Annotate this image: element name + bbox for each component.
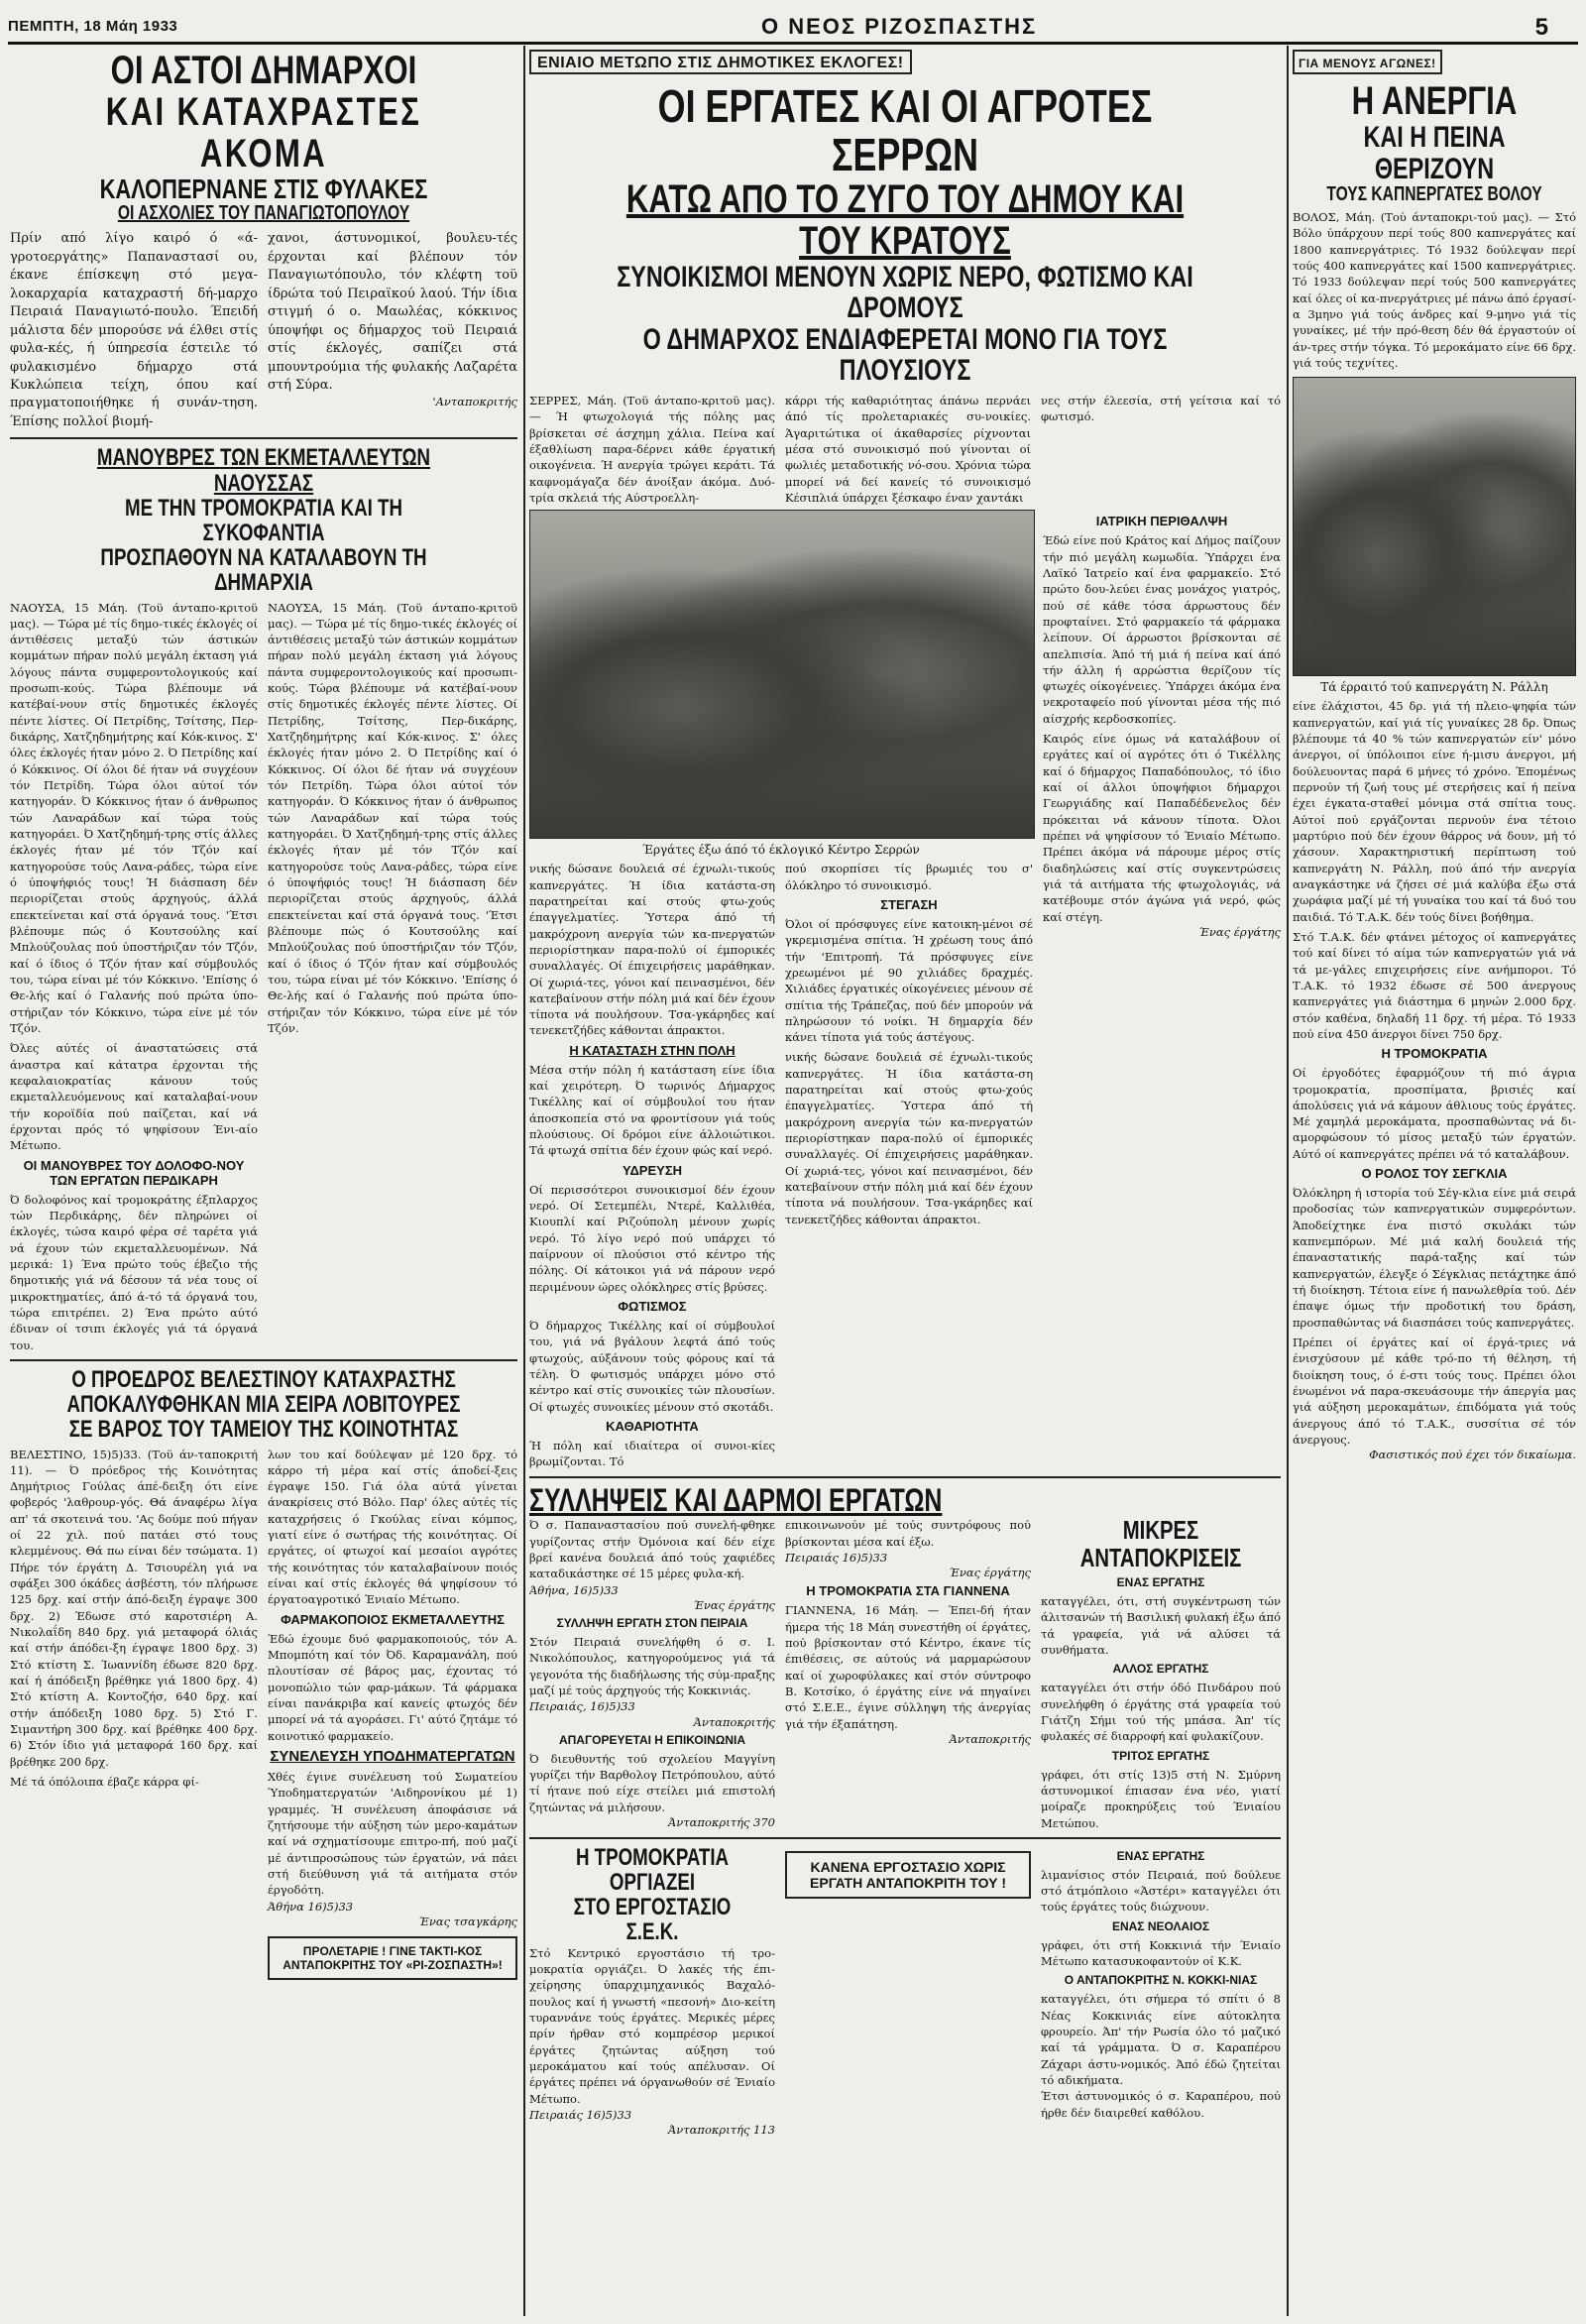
article-text: Έδώ έχουμε δυό φαρμακοποιούς, τόν Α. Μπομπότη καί τόν Όδ. Καραμανάλη, πού πλουτίσαν σέ βάρος μας, έχοντας τό μονοπώλιο τών φαρ-μάκων. Τά φάρμακα είναι πανάκριβα καί κανείς φτωχός δέν μπορεί νά τά αγοράσει. Γι' αύτό ζητάμε τό κοινοτικό φαρμακείο. — [268, 1631, 517, 1743]
article-text: Όλες αύτές οί άναστατώσεις στά άναστρα καί κάτατρα έρχονται τής κεφαλαιοκρατίας κάνουν τούς εκμεταλλευόμενους καί καταλαβαί-νουν τήν κοροϊδία πού παίζεται, καί νά έρχονται πρός τό ψηφίσουν Ένι-αίο Μέτωπο. — [10, 1041, 258, 1153]
article-text: Ή πόλη καί ιδιαίτερα οί συνοι-κίες βρωμίζονται. Τό — [529, 1439, 775, 1469]
right-column — [1293, 50, 1576, 2316]
dateline: Πειραιάς 16)5)33 — [529, 2107, 632, 2122]
subhead-shoemakers: ΣΥΝΕΛΕΥΣΗ ΥΠΟΔΗΜΑΤΕΡΓΑΤΩΝ — [270, 1748, 515, 1766]
article-text: ΓΙΑΝΝΕΝΑ, 16 Μάη. — Έπει-δή ήταν ήμερα τής 18 Μάη συνεστήθη οί έργάτες, πού βρίσκονταν στό Κέντρο, έκανε τίς έπιθέσεις, σε αύτούς νά μαρμαρώσουν καί οί χωροφύλακες καί στόν σύντροφο Β. Κοτσίκο, ό έργάτης είνε νά πηγαίνει στό Σ.Ε.Ε., έγινε σύλληψη τής άνεργίας γιά τήν έξαπάτηση. — [785, 1603, 1031, 1731]
subhead-panagiotopoulos: ΟΙ ΑΣΧΟΛΙΕΣ ΤΟΥ ΠΑΝΑΓΙΩΤΟΠΟΥΛΟΥ — [117, 202, 410, 225]
article-text: Πρίν από λίγο καιρό ό «ά-γροτοεργάτης» Παπαναστασί ου, έκανε έπίσκεψη στό μεγα-λοκαρχαρία καταχραστή δή-μαρχο Πειραιά Παναγιωτό-πουλο. Έπειδή μάλιστα δέν μπορούσε νά έλθει στίς φυλα-κές, ή ύπηρεσία έστειλε τό φυλακισμένο δήμαρχο στά Κυκλώπεια τείχη, όπου καί πραγματοποιήθηκε ή συνάν-τηση. Έπίσης πολλοί βιομή- — [10, 231, 258, 429]
photo-workers-serres — [529, 510, 1035, 839]
report-author: ΑΛΛΟΣ ΕΡΓΑΤΗΣ — [1112, 1662, 1209, 1677]
subhead-lighting: ΦΩΤΙΣΜΟΣ — [618, 1299, 687, 1315]
subhead-medical: ΙΑΤΡΙΚΗ ΠΕΡΙΘΑΛΨΗ — [1095, 514, 1228, 529]
appeal-text: ΠΡΟΛΕΤΑΡΙΕ ! ΓΙΝΕ ΤΑΚΤΙ-ΚΟΣ ΑΝΤΑΠΟΚΡΙΤΗΣ ΤΟΥ «ΡΙ-ΖΟΣΠΑΣΤΗ»! — [283, 1944, 503, 1973]
signature: Ένας τσαγκάρης — [418, 1915, 517, 1929]
tag-text: ΓΙΑ ΜΕΝΟΥΣ ΑΓΩΝΕΣ! — [1299, 57, 1436, 70]
article-text: Οί περισσότεροι συνοικισμοί δέν έχουν νερό. Οί Σετεμπέλι, Ντερέ, Καλλιθέα, Κιουπλί καί Ριζούπολη μένουν χωρίς νερό. Τό λίγο νερό πού υπάρχει τό παίρνουν οί πλούσιοι στό κέντρο τής πόλης. Οί κάτοικοι γιά νά πάρουν νερό περιμένουν ώρες ολόκληρες στίς βρύσες. — [529, 1182, 775, 1294]
article-text: Στό Τ.Α.Κ. δέν φτάνει μέτοχος οί καπνεργάτες τού καί δίνει τό αίμα τών καπνεργατών γιά νά τά με-γάλες επιχειρήσεις είνε ανήμποροι. Τό Τ.Α.Κ. τό 1932 έδωσε σέ 500 άνεργους καπνεργάτες γιά διάστημα 6 μηνών 2.000 δρχ. στόν καθένα, δηλαδή 11 δρχ. τή μέρα. Τό 1933 πού είνα 450 άνεργοι δίνει 750 δρχ. — [1293, 929, 1576, 1041]
article-text: καταγγέλει, ότι σήμερα τό σπίτι ό 8 Νέας Κοκκινιάς είνε αύτοκλητα φρουρείο. Άπ' τήν Ρωσία όλο τό μαζικό καί τά γράμματα. Ό σ. Καραπέρου Ζάχαρι άστυ-νομικός. Άπό έδώ ζητείται τό αδικήματα. — [1041, 1992, 1281, 2088]
subhead-cleaning: ΚΑΘΑΡΙΟΤΗΤΑ — [606, 1419, 699, 1435]
photo-ralli-children — [1293, 377, 1576, 676]
column-rule — [523, 46, 525, 2316]
headline-settlements: ΣΥΝΟΙΚΙΣΜΟΙ ΜΕΝΟΥΝ ΧΩΡΙΣ ΝΕΡΟ, ΦΩΤΙΣΜΟ ΚΑΙ ΔΡΟΜΟΥΣ — [617, 260, 1193, 325]
serres-main — [529, 510, 1281, 1470]
article-text: Ό διευθυντής τού σχολείου Μαγγίνη γυρίζει τήν Βαρθολογ Πετρόπουλου, αύτό τί ήτανε πού είχε στείλει μιά επιστολή ζητώντας νά μιλήσουν. — [529, 1751, 775, 1814]
report-author: Ο ΑΝΤΑΠΟΚΡΙΤΗΣ Ν. ΚΟΚΚΙ-ΝΙΑΣ — [1064, 1973, 1258, 1988]
appeal-box — [785, 1851, 1031, 1899]
signature: Ένας έργάτης — [949, 1566, 1031, 1580]
headline-yoke: ΚΑΤΩ ΑΠΟ ΤΟ ΖΥΓΟ ΤΟΥ ΔΗΜΟΥ ΚΑΙ ΤΟΥ ΚΡΑΤΟΥΣ — [625, 176, 1185, 263]
kicker-box — [529, 50, 912, 74]
dateline: Άθήνα 16)5)33 — [268, 1899, 354, 1914]
tag-box — [1293, 50, 1442, 74]
article-text: Έτσι άστυνομικός ό σ. Καραπέρου, πού ήρθε δέν διαιρεθεί καθόλου. — [1041, 2089, 1281, 2120]
article-text: Ό δήμαρχος Τικέλλης καί οί σύμβουλοί του, γιά νά βγάλουν λεφτά άπό τούς φτωχούς, αύξάνουν τούς φόρους καί τά τέλη. Ό φωτισμός υπάρχει μόνο στό κέντρο καί στίς συνοικίες τών πλουσίων. Οί φτωχές συνοικίες μένουν στό σκοτάδι. — [529, 1319, 775, 1414]
signature: Ένας έργάτης — [693, 1597, 775, 1612]
article-text: ΒΟΛΟΣ, Μάη. (Τού άνταποκρι-τού μας). — Στό Βόλο ύπάρχουν περί τούς 800 καπνεργάτες καί 1800 καπνεργάτριες. Τό 1932 δούλεψαν περί τούς 400 καπνεργάτες καί 1500 καπνεργάτριες. Τό 1933 δούλεψαν περί τούς 500 καπνεργάτες καί όλες οί κα-πνεργάτριες μέ πάνω άπό έργασί-α 3μηνο γιά τούς άνδρες καί 9-μηνο γιά τίς γυναίκες, μέ τήν πρό-θεση δέν θά έργαστούν οί άν-τρες στήν τόγκα. Τό μεροκάματο είνε 66 δρχ. γιά τούς τεχνίτες. — [1293, 210, 1576, 370]
appeal-text: ΚΑΝΕΝΑ ΕΡΓΟΣΤΑΣΙΟ ΧΩΡΙΣ ΕΡΓΑΤΗ ΑΝΤΑΠΟΚΡΙΤΗ ΤΟΥ ! — [810, 1858, 1006, 1891]
article-text: Στό Κεντρικό εργοστάσιο τή τρο-μοκρατία οργιάζει. Ό λακές τής έπι-χείρησης ύπαρχιμηχανικός Βαχαλό-πουλος καί ή γνωστή «πεσονή» Διο-κείτη τυραννάνε τούς έργάτες. Μερικές μέρες πρίν ήρθαν στό κομπρέσορ μερικοί έργάτες ζητώντας αύξηση τού μεροκάματου καί τούς απέλυσαν. Οί έργάτες πρέπει νά όργανωθούν σέ Ένιαίο Μέτωπο. — [529, 1945, 775, 2106]
article-text: νικής δώσανε δουλειά σέ έχνωλι-τικούς καπνεργάτες. Ή ίδια κατάστα-ση παρατηρείται καί στούς φτω-χούς έπαγγελματίες. Ύστερα άπό τή μακρόχρονη ανεργία τών κα-πνεργατών περιορίστηκαν παρα-πολύ οί έμπορικές συναλλαγές. Οί έπιχειρήσεις μαράθηκαν. Οί χωριά-τες, γόνοι καί πεινασμένοι, δέν κατεβαίνουν στήν πόλη μιά καί δέν έχουν τίποτα νά πουλήσουν. Τσα-γκάρηδες καί τενεκετζήδες κάθονται άπρακτοι. — [785, 1050, 1033, 1226]
article-text: Μέ τά όπόλοιπα έβαζε κάρρα φί- — [10, 1775, 199, 1790]
paper-name: Ο ΝΕΟΣ ΡΙΖΟΣΠΑΣΤΗΣ — [761, 14, 1038, 39]
column-rule — [1287, 46, 1289, 2316]
article-text: Όλοι οί πρόσφυγες είνε κατοικη-μένοι σέ γκρεμισμένα σπίτια. Ή χρέωση τους άπό τήν 'Επιτροπή. Τά πρόσφυγες είνε χρεωμένοι μέ 90 χιλιάδες δραχμές. Χιλιάδες έργατικές οίκογένειες μένουν σέ σπίτια τής Τράπεζας, πού δέν μπορούν νά πληρώσουν τό νοίκι. Ή δημαρχία δέν κάνει τίποτα γιά τούς άστέγους. — [785, 916, 1033, 1045]
headline-arrests: ΣΥΛΛΗΨΕΙΣ ΚΑΙ ΔΑΡΜΟΙ ΕΡΓΑΤΩΝ — [529, 1481, 943, 1518]
signature: Φασιστικός πού έχει τόν δικαίωμα. — [1369, 1448, 1576, 1462]
headline-velestino-3: ΣΕ ΒΑΡΟΣ ΤΟΥ ΤΑΜΕΙΟΥ ΤΗΣ ΚΟΙΝΟΤΗΤΑΣ — [68, 1416, 459, 1444]
article-text: Ό σ. Παπαναστασίου πού συνελή-φθηκε γυρίζοντας στήν Όμόνοια καί δέν είχε βρεί κανένα δουλειά άπό τούς χαφιέδες καταδικάστηκε σέ 15 μέρες φυλα-κή. — [529, 1518, 775, 1581]
signature: Άνταποκριτής — [693, 1714, 775, 1729]
dateline: Πειραιάς 16)5)33 — [785, 1550, 888, 1565]
photo-caption: Έργάτες έξω άπό τό έκλογικό Κέντρο Σερρών — [642, 843, 920, 858]
report-author: ΕΝΑΣ ΕΡΓΑΤΗΣ — [1116, 1848, 1205, 1863]
article-naoussa — [10, 600, 517, 1353]
headline-naoussa-2: ΜΕ ΤΗΝ ΤΡΟΜΟΚΡΑΤΙΑ ΚΑΙ ΤΗ ΣΥΚΟΦΑΝΤΙΑ — [125, 494, 402, 546]
subhead-city: Η ΚΑΤΑΣΤΑΣΗ ΣΤΗΝ ΠΟΛΗ — [569, 1042, 736, 1058]
headline-velestino-1: Ο ΠΡΟΕΔΡΟΣ ΒΕΛΕΣΤΙΝΟΥ ΚΑΤΑΧΡΑΣΤΗΣ — [71, 1365, 456, 1393]
kicker: ΕΝΙΑΙΟ ΜΕΤΩΠΟ ΣΤΙΣ ΔΗΜΟΤΙΚΕΣ ΕΚΛΟΓΕΣ! — [537, 55, 904, 71]
headline-velestino-2: ΑΠΟΚΑΛΥΦΘΗΚΑΝ ΜΙΑ ΣΕΙΡΑ ΛΟΒΙΤΟΥΡΕΣ — [66, 1391, 461, 1419]
article-text: ΒΕΛΕΣΤΙΝΟ, 15)5)33. (Τοϋ άν-ταποκριτή 11). — Ό πρόεδρος τής Κοινότητας Δημήτριος Γούλας άπέ-δειξη ότι είνε φοβερός 'λαθρουρ-γός. Θά άναφέρω λίγα απ' τά σκοτεινά του. 'Ας δούμε πού πήγαν οί 22 χιλ. πού πατάει στό τους κλεμμένους. Θά πω είναι δέν τσώματα. 1) Πήρε τόν έργάτη Δ. Τσιουρέλη γιά να σφάξει 300 όκάδες άσβέστη, τόν πλήρωσε 125 δρχ. καί στήν άπό-δειξη έγραψε 300 δρχ. 2) Έδωσε στό καροτσιέρη Α. Νικολαΐδη 840 δρχ. γιά μεταφορά όλιάς καί στήν άπόδει-ξη έγραψε 1800 δρχ. 3) Στό κτίστη Σ. Ίωαννίδη έδωσε 820 δρχ. καί ή άπόδειξη βρέθηκε γιά 1800 δρχ. 4) Στό κτίστη Α. Κοντοζήσ, 640 δρχ. καί στήν άπόδειξη 1080 δρχ. 5) Στό Γ. Σιμαντήρη 300 δρχ. καί βρέθηκε 400 δρχ. 6) Στόν ίδιο γιά μεταφορά 160 δρχ. καί βρέθηκε 200 δρχ. — [10, 1447, 258, 1769]
article-serres-top — [529, 393, 1281, 506]
headline-serres: ΟΙ ΕΡΓΑΤΕΣ ΚΑΙ ΟΙ ΑΓΡΟΤΕΣ ΣΕΡΡΩΝ — [657, 80, 1153, 180]
subhead-piraeus-arrest: ΣΥΛΛΗΨΗ ΕΡΓΑΤΗ ΣΤΟΝ ΠΕΙΡΑΙΑ — [556, 1615, 748, 1630]
dateline: Πειραιάς, 16)5)33 — [529, 1699, 635, 1714]
headline-small-reports: ΜΙΚΡΕΣ ΑΝΤΑΠΟΚΡΙΣΕΙΣ — [1079, 1515, 1242, 1572]
left-column — [10, 50, 517, 2316]
article-text: Όλόκληρη ή ιστορία τού Σέγ-κλια είνε μιά σειρά προδοσίας τών καπνεργατικών συμφερόντων. Άποδείχτηκε ένα πιστό σκυλάκι τών καπνεμπόρων. Μέ μιά καλή δουλειά τής έπαναστατικής παρά-ταξης καί τών καπνεργατών, έλεγξε ό Σέγκλιας πετάχτηκε άπό τή διοίκηση. Τέτοια είνε ή πανωλεθρία τού. Δέν έπαψε όμως τήν προδοτική του δράση, προσπαθώντας νά διασπάσει τούς καπνεργάτες. — [1293, 1186, 1576, 1330]
headline-sek-2: ΣΤΟ ΕΡΓΟΣΤΑΣΙΟ Σ.Ε.Κ. — [573, 1894, 732, 1946]
issue-date: ΠΕΜΠΤΗ, 18 Μάη 1933 — [8, 18, 178, 35]
article-text: κάρρι τής καθαριότητας άπάνω περνάει άπό τίς προλεταριακές συ-νοικίες. Άγαριτώτικα οί άκαθαρσίες ρίχνονται μέσα στό συνοικισμό πού γίνονται οί φωλιές μεταδοτικής νό-σου. Χρόνια τώρα μπορεί νά δεί κανείς τό συνοικισμό Κέσιπλιά ύπάρχει ξέσκαφο έναν χαντάκι — [785, 393, 1031, 505]
headline-naoussa-1: ΜΑΝΟΥΒΡΕΣ ΤΩΝ ΕΚΜΕΤΑΛΛΕΥΤΩΝ ΝΑΟΥΣΣΑΣ — [96, 444, 431, 497]
article-arrests — [529, 1517, 1281, 1831]
subhead-communication: ΑΠΑΓΟΡΕΥΕΤΑΙ Η ΕΠΙΚΟΙΝΩΝΙΑ — [558, 1732, 746, 1747]
report-author: ΕΝΑΣ ΕΡΓΑΤΗΣ — [1116, 1574, 1205, 1589]
subhead-ioannina: Η ΤΡΟΜΟΚΡΑΤΙΑ ΣΤΑ ΓΙΑΝΝΕΝΑ — [806, 1583, 1010, 1599]
article-text: χανοι, άστυνομικοί, βουλευ-τές έρχονται καί βλέπουν τόν Παναγιωτόπουλο, τόν κλέφτη τοϋ ίδρώτα τού Πειραϊκού λαού. Τήν ίδια στιγμή ό ο. Μαωλέας, κόκκινος ύποψήφι ος δήμαρχος τοϋ Πειραιά στίς έκλογές, σαπίζει στά μπουντρούμια τής φυλακής Λαζαρέτα στή Σύρα. — [268, 231, 517, 394]
article-text: ΝΑΟΥΣΑ, 15 Μάη. (Τοϋ άνταπο-κριτοϋ μας). — Τώρα μέ τίς δημο-τικές έκλογές οί άντιθέσεις μεταξύ τών άστικών κομμάτων πήραν πολύ μεγάλη έκταση γιά λόγους πάντα συμφεροντολογικούς καί προσωπι-κούς. Τώρα βλέπουμε νά κατέβαί-νουν στίς δημοτικές έκλογές πέντε λίστες. Οί Πετρίδης, Τσίτσης, Περ-δικάρης, Χατζηδημήτρης καί Κόκ-κινος. Σ' όλες έκλογές ήταν μόνο 2. Ό Πετρίδης καί ό Κόκκινος. Οί όλοι δέ ήταν νά συγχέουν τόν Πετρίδη. Τώρα όλοι αύτοί τόν κατηγοράν. Ό Κόκκινος ήταν ό άνθρωπος τών Λαναράδων καί τώρα τούς κατηγοράει. Ό Χατζηδημή-τρης στίς άλλες έκλογές ήταν μέ τόν Τζόν καί κατηγορούσε τούς Λανα-ράδες, τώρα είνε ό ύποψήφιός τους! Ή διάσπαση δέν περιορίζεται στούς άρχηγούς, άλλά επεκτείνεται καί στά όργανά τους. 'Έτσι βλέπουμε πώς ό Κουτσούλης καί Μπλούζουλας πού ύποστήριζαν τόν Τζόν, καί ό ίδιος ό Τζόν ήταν καί σύμβουλός του, τώρα είναι μέ τόν Κόκκινο. 'Επίσης ό Θε-λής καί ό Γαλανής πού πρώτα ύπο-στήριζαν τόν Κόκκινο, τώρα είνε μέ τόν Τζόν. — [268, 600, 517, 1036]
photo-caption: Τά έρραιτό τού καπνεργάτη Ν. Ράλλη — [1320, 680, 1548, 695]
headline-embezzlers: ΚΑΙ ΚΑΤΑΧΡΑΣΤΕΣ ΑΚΟΜΑ — [105, 90, 422, 175]
subhead-housing: ΣΤΕΓΑΣΗ — [880, 896, 938, 912]
article-text: Έδώ είνε πού Κράτος καί Δήμος παίζουν τήν πιό μεγάλη κωμωδία. Ύπάρχει ένα Λαϊκό Ίατρείο καί ένα φαρμακείο. Στό πρώτο δου-λεύει ένας μονάχος γιατρός, πού σέ κάθε τόσα άρρωστους δέν προφταίνει. Στό φαρμακείο τά φάρμακα λείπουν. Οί άρρωστοι βρίσκονται σέ απελπισία. Άπό τή μιά ή πείνα καί άπό τήν άλλη ή αρρώστια θερίζουν τίς φτωχές οίκογένειες. Ύπάρχει άκόμα ένα νεκροταφείο πού γίνονται μέσα τής πιό αίσχρής κερδοσκοπίες. — [1043, 533, 1281, 726]
article-text: Ό δολοφόνος καί τρομοκράτης έξπλαρχος τών Περδικάρης, δέν πληρώνει οί έκλογές, τώσα καιρό φέρα σέ ταρέτα γιά νά έχουν τών εκμεταλλευομένων. Νά μερικά: 1) Ένα πρώτο τούς έβεζιο τής δημοτικής γιά νά δέσουν τά νέα τους οί μικροκτηματίες, άπό ά-τό τά όργανά του, τώρα επιτρέπει. 2) Ένα πρώτο αύτό έδιναν οί τσιπι έκλογές γιά τά όργανά του. — [10, 1192, 258, 1352]
article-text: Στόν Πειραιά συνελήφθη ό σ. Ι. Νικολόπουλος, κατηγορούμενος γιά τά γεγονότα τής διαδήλωσης τής σύμ-πραξης μαζί μέ τούς άρχηγούς τής Κοκκινιάς. — [529, 1634, 775, 1697]
dateline: Άθήνα, 16)5)33 — [529, 1582, 619, 1597]
subhead-terror: Η ΤΡΟΜΟΚΡΑΤΙΑ — [1381, 1046, 1488, 1062]
article-text: νες στήν έλεεσία, στή γείτσια καί τό φωτισμό. — [1041, 393, 1281, 424]
article-text: λων του καί δούλεψαν μέ 120 δρχ. τό κάρρο τή μέρα καί στίς άποδεί-ξεις έγραψε 150. Γιά όλα αύτά γίνεται άνακρίσεις στό Βόλο. Παρ' όλες αύτές τίς καταχρήσεις ό Γκούλας είναι κόμπος, γιατί είνε ό σωτήρας τής κοινότητας. Οί εργάτες, οί φτωχοί καί μεσαίοι αγρότες τής κοινότητας τόν καταλαβαίνουν ποιός είναι καί στίς έκλογές θά ψηφίσουν τό έργατοαγροτικό Ένιαίο Μέτωπο. — [268, 1447, 517, 1607]
article-text: ΣΕΡΡΕΣ, Μάη. (Τοϋ άνταπο-κριτοϋ μας).— Ή φτωχολογιά τής πόλης μας βρίσκεται σέ άσχημη χάλια. Πείνα καί έξαθλίωση παρα-δέρνει κάθε έργατική οικογένεια. Ή ανεργία τρώγει κεράτι. Τά καφνομάγαζα δέν άνοίξαν άκόμα. Δυό-τρία σκλειά τής Αύστροελλη- — [529, 393, 775, 505]
subhead-segklias: Ο ΡΟΛΟΣ ΤΟΥ ΣΕΓΚΛΙΑ — [1361, 1166, 1508, 1182]
article-text: επικοινωνούν μέ τούς συντρόφους πού βρίσκονται μέσα καί έξω. — [785, 1518, 1031, 1549]
article-text: Οί έργοδότες έφαρμόζουν τή πιό άγρια τρομοκρατία, προσπίματα, βρισιές καί άπολύσεις γιά νά κάμουν άθλιους τούς έργάτες. Μέ χαμηλά μεροκάματα, προσπαθώντας νά δι-αμορφώσουν τό μίσος μεταξύ τών έργατών. Αύτό οί καπνεργάτες πρέπει νά τό καταλάβουν. — [1293, 1066, 1576, 1161]
headline-hunger: ΚΑΙ Η ΠΕΙΝΑ ΘΕΡΙΖΟΥΝ — [1363, 121, 1506, 185]
article-sek — [529, 1845, 1281, 2137]
signature: Άνταποκριτής 113 — [667, 2123, 775, 2138]
signature: Ένας έργάτης — [1198, 925, 1281, 940]
headline-unemployment: Η ΑΝΕΡΓΙΑ — [1351, 79, 1518, 123]
article-text: καταγγέλει ότι στήν όδό Πινδάρου πού συνελήφθη ό έργάτης στά γραφεία τού Γιάτζη Σήμι τού τής μπάσα. Άπ' τίς φυλακές σέ διαρροφή καί φυλακίζουν. — [1041, 1681, 1281, 1744]
subhead-water: ΥΔΡΕΥΣΗ — [622, 1162, 683, 1178]
page-number: 5 — [1534, 14, 1548, 41]
article-text: Μέσα στήν πόλη ή κατάσταση είνε ίδια καί χειρότερη. Ό τωρινός Δήμαρχος Τικέλλης καί οί σύμβουλοί του ήταν άποσκοπεία στό να φροντίσουν γιά τούς πλούσιους. Οί δρόμοι είνε άλλοιώτικοι. Τά φτωχά σπίτια δέν έχουν φώς καί νερό. — [529, 1062, 775, 1158]
signature: Άνταποκριτής 370 — [667, 1814, 775, 1829]
article-text: Χθές έγινε συνέλευση τού Σωματείου Ύποδηματεργατών 'Αιδηρονίκου μέ 1) γραμμές. Ή συνέλευση άποφάσισε νά ζητήσουμε τήν αύξηση τών μερο-καμάτων καί νά σχηματίσουμε επιτρο-πή, πού μαζί μέ άντιπροσώπους τών έργατών, νά πάει στή διεύθυνση γιά τά αιτήματα στόν έργοδότη. — [268, 1770, 517, 1898]
subhead-perdikaris: ΟΙ ΜΑΝΟΥΒΡΕΣ ΤΟΥ ΔΟΛΟΦΟ-ΝΟΥ ΤΩΝ ΕΡΓΑΤΩΝ ΠΕΡΔΙΚΑΡΗ — [23, 1157, 245, 1188]
headline-naoussa-3: ΠΡΟΣΠΑΘΟΥΝ ΝΑ ΚΑΤΑΛΑΒΟΥΝ ΤΗ ΔΗΜΑΡΧΙΑ — [100, 544, 427, 597]
headline-prisons: ΚΑΛΟΠΕΡΝΑΝΕ ΣΤΙΣ ΦΥΛΑΚΕΣ — [99, 174, 428, 204]
center-block — [529, 50, 1281, 2316]
article-text: ΝΑΟΥΣΑ, 15 Μάη. (Τοϋ άνταπο-κριτοϋ μας). — Τώρα μέ τίς δημο-τικές έκλογές οί άντιθέσεις μεταξύ τών άστικών κομμάτων πήραν πολύ μεγάλη έκταση γιά λόγους πάντα συμφεροντολογικούς καί προσωπι-κούς. Τώρα βλέπουμε νά κατέβαί-νουν στίς δημοτικές έκλογές πέντε λίστες. Οί Πετρίδης, Τσίτσης, Περ-δικάρης, Χατζηδημήτρης καί Κόκ-κινος. Σ' όλες έκλογές ήταν μόνο 2. Ό Πετρίδης καί ό Κόκκινος. Οί όλοι δέ ήταν νά συγχέουν τόν Πετρίδη. Τώρα όλοι αύτοί τόν κατηγοράν. Ό Κόκκινος ήταν ό άνθρωπος τών Λαναράδων καί τώρα τούς κατηγοράει. Ό Χατζηδημή-τρης στίς άλλες έκλογές ήταν μέ τόν Τζόν καί κατηγορούσε τούς Λανα-ράδες, τώρα είνε ό ύποψήφιός τους! Ή διάσπαση δέν περιορίζεται στούς άρχηγούς, άλλά επεκτείνεται καί στά όργανά τους. 'Έτσι βλέπουμε πώς ό Κουτσούλης καί Μπλούζουλας πού ύποστήριζαν τόν Τζόν, καί ό ίδιος ό Τζόν ήταν καί σύμβουλός του, τώρα είναι μέ τόν Κόκκινο. 'Επίσης ό Θε-λής καί ό Γαλανής πού πρώτα ύπο-στήριζαν τόν Κόκκινο, τώρα είνε μέ τόν Τζόν. — [10, 600, 258, 1036]
article-text: νικής δώσανε δουλειά σέ έχνωλι-τικούς καπνεργάτες. Ή ίδια κατάστα-ση παρατηρείται καί στούς φτω-χούς έπαγγελματίες. Ύστερα άπό τή μακρόχρονη ανεργία τών κα-πνεργατών περιορίστηκαν παρα-πολύ οί έμπορικές συναλλαγές. Οί έπιχειρήσεις μαράθηκαν. Οί χωριά-τες, γόνοι καί πεινασμένοι, δέν κατεβαίνουν στήν πόλη μιά καί δέν έχουν τίποτα νά πουλήσουν. Τσα-γκάρηδες καί τενεκετζήδες κάθονται άπρακτοι. — [529, 862, 775, 1038]
report-author: ΤΡΙΤΟΣ ΕΡΓΑΤΗΣ — [1111, 1748, 1210, 1763]
article-text: Πρέπει οί έργάτες καί οί έργά-τριες νά ένισχύσουν μέ κάθε τρό-πο τή θέληση, τή διοίκηση τους, ό έ-στι τούς τους. Πρέπει όλοι ένωμένοι νά παρα-σκευάσουμε τήν άπεργία μας γιά αύξηση μεροκαμάτων, έπιδόματα γιά τούς άνεργους άπό τό Τ.Α.Κ., συσσίτια σέ τόν άνεργους. — [1293, 1336, 1576, 1448]
signature: 'Ανταποκριτής — [432, 395, 517, 409]
headline-mayors: ΟΙ ΑΣΤΟΙ ΔΗΜΑΡΧΟΙ — [110, 50, 417, 92]
article-mayors — [10, 230, 517, 431]
article-velestino — [10, 1447, 517, 1981]
article-text: γράφει, ότι στίς 13)5 στή Ν. Σμύρνη άστυνομικοί έπιασαν ένα νέο, γιατί μοίραζε προκηρύξεις τού Ένιαίου Μετώπου. — [1041, 1767, 1281, 1830]
signature: Άνταποκριτής — [949, 1731, 1031, 1746]
subhead-pharmacist: ΦΑΡΜΑΚΟΠΟΙΟΣ ΕΚΜΕΤΑΛΛΕΥΤΗΣ — [281, 1611, 505, 1627]
article-text: πού σκορπίσει τίς βρωμιές του σ' όλόκληρο τό συνοικισμό. — [785, 862, 1033, 892]
article-text: λιμανίσιος στόν Πειραιά, πού δούλευε στό άτμόπλοιο «Άστέρι» καταγγέλει ότι τούς έργάτες τούς διώχνουν. — [1041, 1867, 1281, 1915]
masthead — [8, 14, 1578, 45]
article-text: γράφει, ότι στή Κοκκινιά τήν Ένιαίο Μέτωπο κατασυκοφαντούν οί Κ.Κ. — [1041, 1937, 1281, 1969]
article-text: Καιρός είνε όμως νά καταλάβουν οί εργάτες καί οί αγρότες ότι ό Τικέλλης καί ό δήμαρχος Παπαδόπουλος, τό ίδιο καί οί άλλοι ύποψήφιοι δήμαρχοι Γεωργιάδης καί Παπαδέδενελος δέν πρόκειται νά κάνουν τίποτα. Όλοι πρέπει νά ψηφίσουν τό Ένιαίο Μέτωπο. Πρέπει άκόμα νά πάρουμε μέρος στίς διαδηλώσεις καί στίς συγκεντρώσεις γιά τά αιτήματα τής φτωχολογιάς, νά κατέβουμε στόν άγώνα γιά νερό, φώς καί στέγη. — [1043, 732, 1281, 924]
article-text: είνε έλάχιστοι, 45 δρ. γιά τή πλειο-ψηφία τών καπνεργατών, καί γιά τίς γυναίκες 28 δρ. Όπως βλέπουμε τά 40 % τών καπνεργατών είν' μόνο άνεργοι, οί ύπόλοιποι είνε ή-μισυ άνεργοι, μή δούλευοντας παρά 6 μήνες τό χρόνο. Έπομένως περνούν τή ζωή τους μέ στερήσεις καί ή πείνα έχει έγκατα-σταθεί μόνιμα στά σπίτια τους. Αύτοί πού εργάζονται περνούν ένα τέτοιο μαρτύριο πού δέν έχουν θάρρος νά δουν, μή τό χάσουν. Χαρακτηριστική περίπτωση τού καπνεργάτη Ν. Ράλλη, πού άπό τήν ανεργία αναγκάστηκε νά ζήσει σέ μιά καλύβα έξω στά χωράφια μαζί μέ τή γυναίκα του καί τά δυό του παιδιά. Τό Τ.Α.Κ. δέν τούς δίνει βοήθημα. — [1293, 699, 1576, 924]
appeal-box — [268, 1936, 517, 1980]
headline-volos: ΤΟΥΣ ΚΑΠΝΕΡΓΑΤΕΣ ΒΟΛΟΥ — [1326, 183, 1542, 205]
report-author: ΕΝΑΣ ΝΕΟΛΑΙΟΣ — [1111, 1918, 1210, 1933]
headline-sek-1: Η ΤΡΟΜΟΚΡΑΤΙΑ ΟΡΓΙΑΖΕΙ — [575, 1843, 730, 1897]
article-text: καταγγέλει, ότι, στή συγκέντρωση τών άλιτσανών τή Βασιλική φυλακή έξω άπό τά γραφεία, γιά νά αλύσει τά συνθήματα. — [1041, 1593, 1281, 1657]
headline-mayor-rich: Ο ΔΗΜΑΡΧΟΣ ΕΝΔΙΑΦΕΡΕΤΑΙ ΜΟΝΟ ΓΙΑ ΤΟΥΣ ΠΛΟΥΣΙΟΥΣ — [642, 322, 1168, 388]
